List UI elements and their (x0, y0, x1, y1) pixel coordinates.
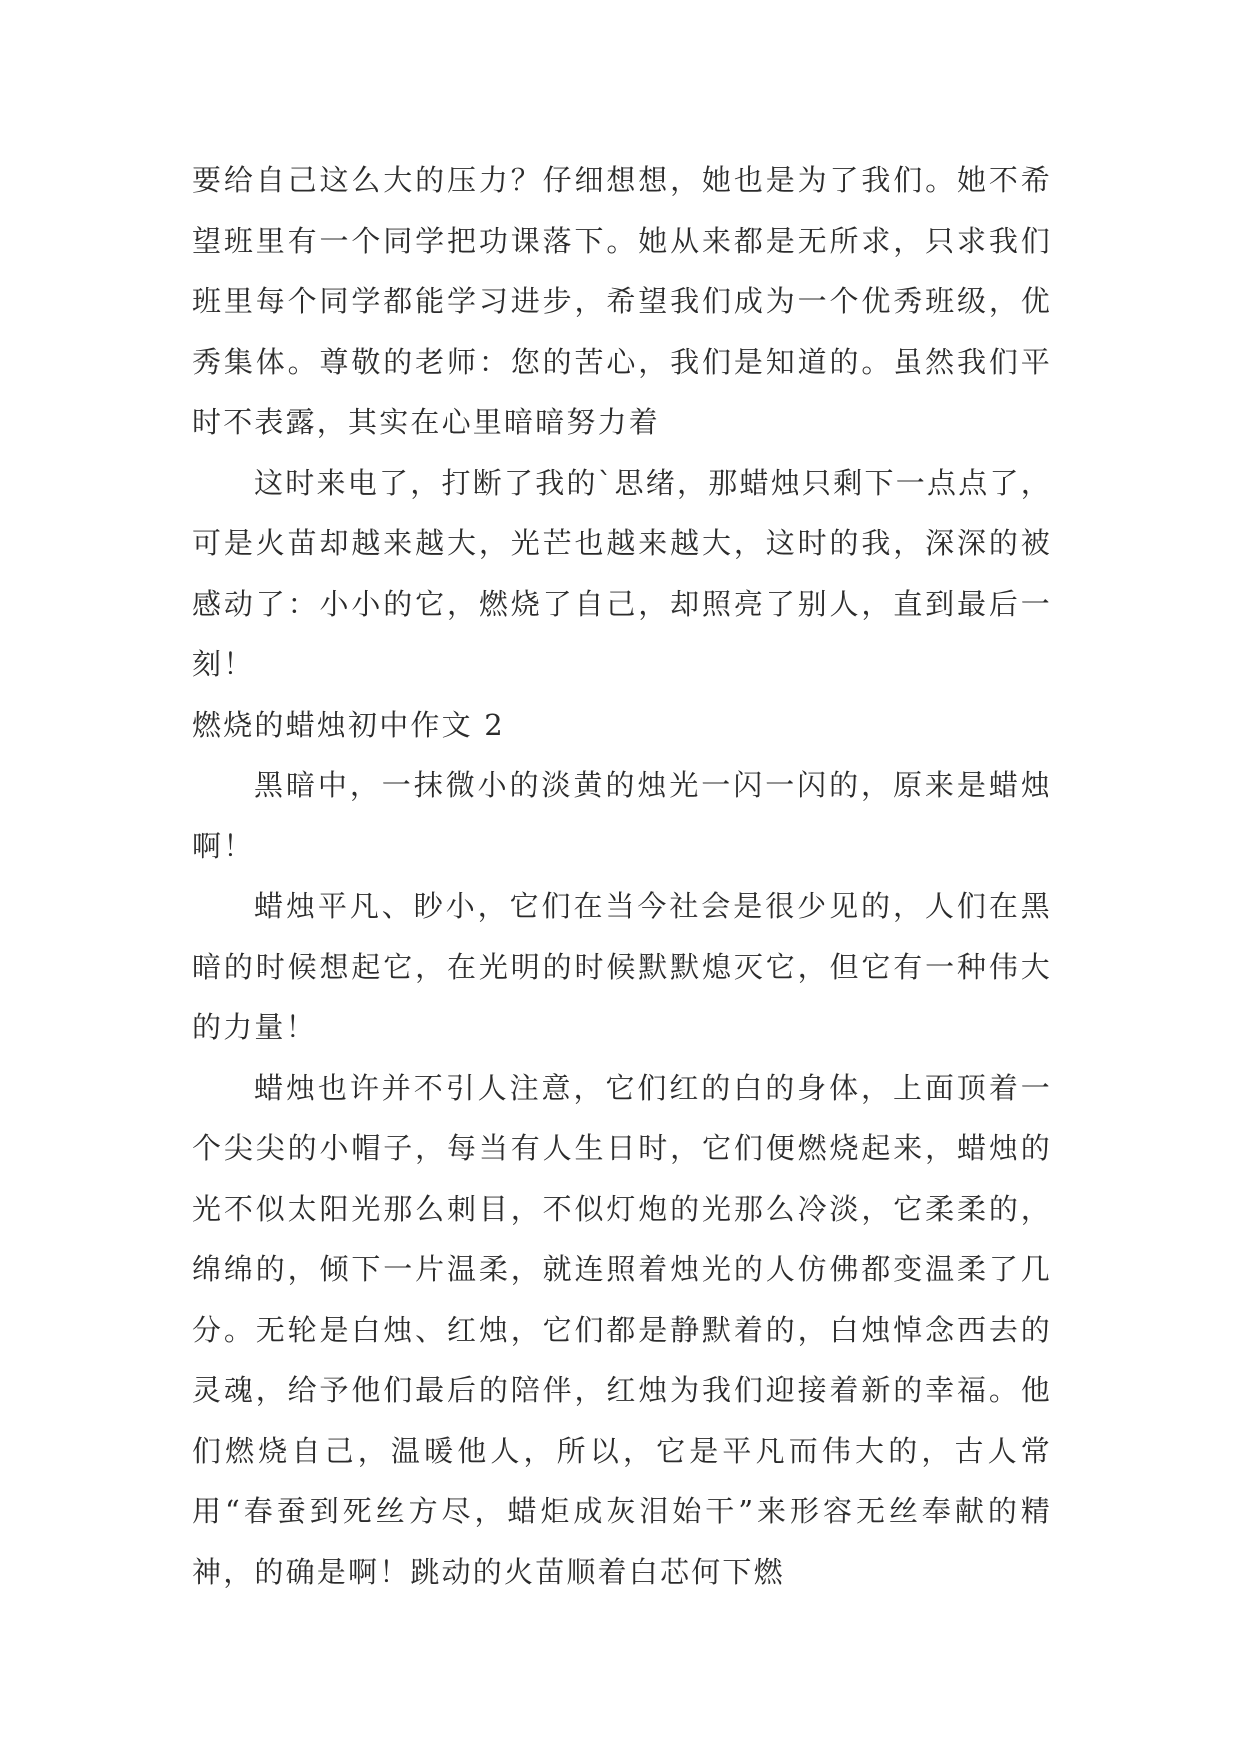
document-page (192, 150, 1052, 1602)
section-paragraph-1: 黑暗中，一抹微小的淡黄的烛光一闪一闪的，原来是蜡烛啊！ (192, 768, 1052, 863)
paragraph-2: 这时来电了，打断了我的`思绪，那蜡烛只剩下一点点了，可是火苗却越来越大，光芒也越来越大，这时的我，深深的被感动了：小小的它，燃烧了自己，却照亮了别人，直到最后一刻！ (192, 465, 1052, 681)
section-paragraph-3: 蜡烛也许并不引人注意，它们红的白的身体，上面顶着一个尖尖的小帽子，每当有人生日时，它们便燃烧起来，蜡烛的光不似太阳光那么刺目，不似灯炮的光那么冷淡，它柔柔的，绵绵的，倾下一片温柔，就连照着烛光的人仿佛都变温柔了几分。无轮是白烛、红烛，它们都是静默着的，白烛悼念西去的灵魂，给予他们最后的陪伴，红烛为我们迎接着新的幸福。他们燃烧自己，温暖他人，所以，它是平凡而伟大的，古人常用“春蚕到死丝方尽，蜡炬成灰泪始干”来形容无丝奉献的精神，的确是啊！跳动的火苗顺着白芯何下燃 (192, 1070, 1052, 1589)
paragraph-1: 要给自己这么大的压力？仔细想想，她也是为了我们。她不希望班里有一个同学把功课落下。她从来都是无所求，只求我们班里每个同学都能学习进步，希望我们成为一个优秀班级，优秀集体。尊敬的老师：您的苦心，我们是知道的。虽然我们平时不表露，其实在心里暗暗努力着 (192, 163, 1052, 439)
section-title: 燃烧的蜡烛初中作文 2 (192, 707, 505, 742)
section-paragraph-2: 蜡烛平凡、眇小，它们在当今社会是很少见的，人们在黑暗的时候想起它，在光明的时候默默熄灭它，但它有一种伟大的力量！ (192, 889, 1052, 1044)
